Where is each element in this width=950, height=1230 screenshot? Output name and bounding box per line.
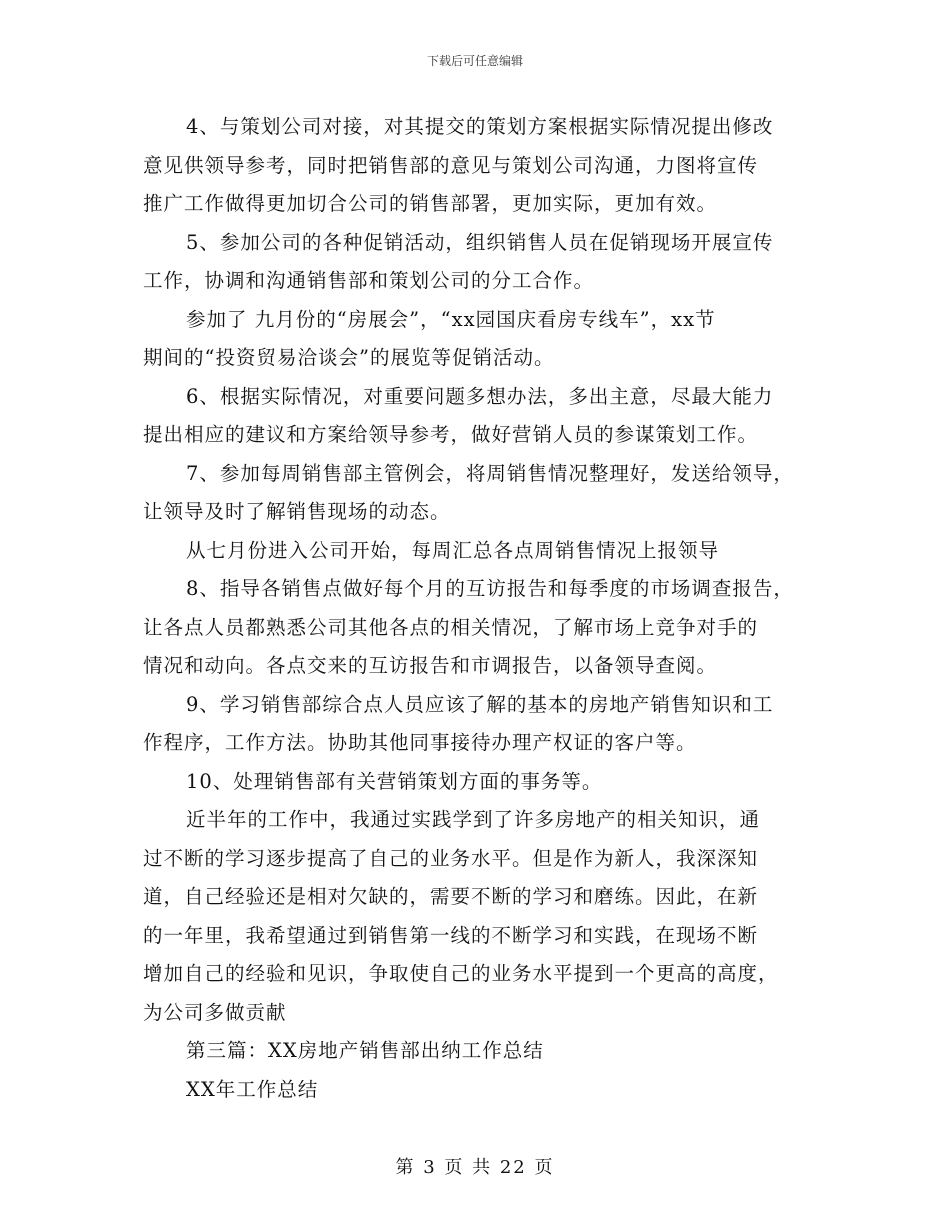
text-line: 5、参加公司的各种促销活动，组织销售人员在促销现场开展宣传 [186, 230, 774, 254]
text-line: 让各点人员都熟悉公司其他各点的相关情况，了解市场上竞争对手的 [143, 615, 759, 639]
text-line: 期间的“投资贸易洽谈会”的展览等促销活动。 [143, 346, 555, 369]
paragraph-item-8 [143, 570, 823, 686]
text-line: 第三篇：XX房地产销售部出纳工作总结 [186, 1039, 544, 1062]
text-line: 情况和动向。各点交来的互访报告和市调报告，以备领导查阅。 [143, 654, 718, 677]
text-line: 参加了 九月份的“房展会”，“xx园国庆看房专线车”，xx节 [186, 307, 716, 331]
text-line: 推广工作做得更加切合公司的销售部署，更加实际，更加有效。 [143, 192, 718, 215]
text-line: 过不断的学习逐步提高了自己的业务水平。但是作为新人，我深深知 [143, 846, 759, 870]
paragraph-item-4 [143, 108, 823, 224]
text-line: XX年工作总结 [186, 1077, 319, 1101]
section-subheading-year-summary [143, 1071, 823, 1110]
text-line: 工作，协调和沟通销售部和策划公司的分工合作。 [143, 269, 595, 292]
text-line: 7、参加每周销售部主管例会，将周销售情况整理好，发送给领导， [186, 461, 794, 485]
text-line: 10、处理销售部有关营销策划方面的事务等。 [186, 769, 603, 793]
text-line: 8、指导各销售点做好每个月的互访报告和每季度的市场调查报告， [186, 577, 794, 600]
text-line: 道，自己经验还是相对欠缺的，需要不断的学习和磨练。因此，在新 [143, 885, 759, 908]
paragraph-weekly-report [143, 532, 823, 571]
text-line: 作程序，工作方法。协助其他同事接待办理产权证的客户等。 [143, 731, 697, 754]
paragraph-item-10 [143, 763, 823, 802]
text-line: 近半年的工作中，我通过实践学到了许多房地产的相关知识，通 [186, 808, 761, 831]
page-header-note: 下载后可任意编辑 [426, 54, 523, 68]
text-line: 从七月份进入公司开始，每周汇总各点周销售情况上报领导 [186, 538, 720, 562]
text-line: 让领导及时了解销售现场的动态。 [143, 500, 451, 523]
section-heading-part-three [143, 1032, 823, 1071]
text-line: 6、根据实际情况，对重要问题多想办法，多出主意，尽最大能力 [186, 384, 774, 408]
text-line: 增加自己的经验和见识，争取使自己的业务水平提到一个更高的高度， [143, 962, 779, 985]
paragraph-promotions [143, 301, 823, 378]
paragraph-item-6 [143, 378, 823, 455]
text-line: 4、与策划公司对接，对其提交的策划方案根据实际情况提出修改 [186, 115, 774, 138]
paragraph-item-7 [143, 455, 823, 532]
paragraph-item-9 [143, 686, 823, 763]
page-number-footer: 第 3 页 共 22 页 [395, 1157, 555, 1178]
text-line: 的一年里，我希望通过到销售第一线的不断学习和实践，在现场不断 [143, 923, 759, 947]
text-line: 提出相应的建议和方案给领导参考，做好营销人员的参谋策划工作。 [143, 423, 759, 446]
text-line: 9、学习销售部综合点人员应该了解的基本的房地产销售知识和工 [186, 692, 774, 716]
paragraph-item-5 [143, 224, 823, 301]
text-line: 意见供领导参考，同时把销售部的意见与策划公司沟通，力图将宣传 [143, 153, 759, 177]
document-body [143, 108, 823, 1109]
paragraph-summary [143, 801, 823, 1032]
text-line: 为公司多做贡献 [143, 1000, 287, 1024]
